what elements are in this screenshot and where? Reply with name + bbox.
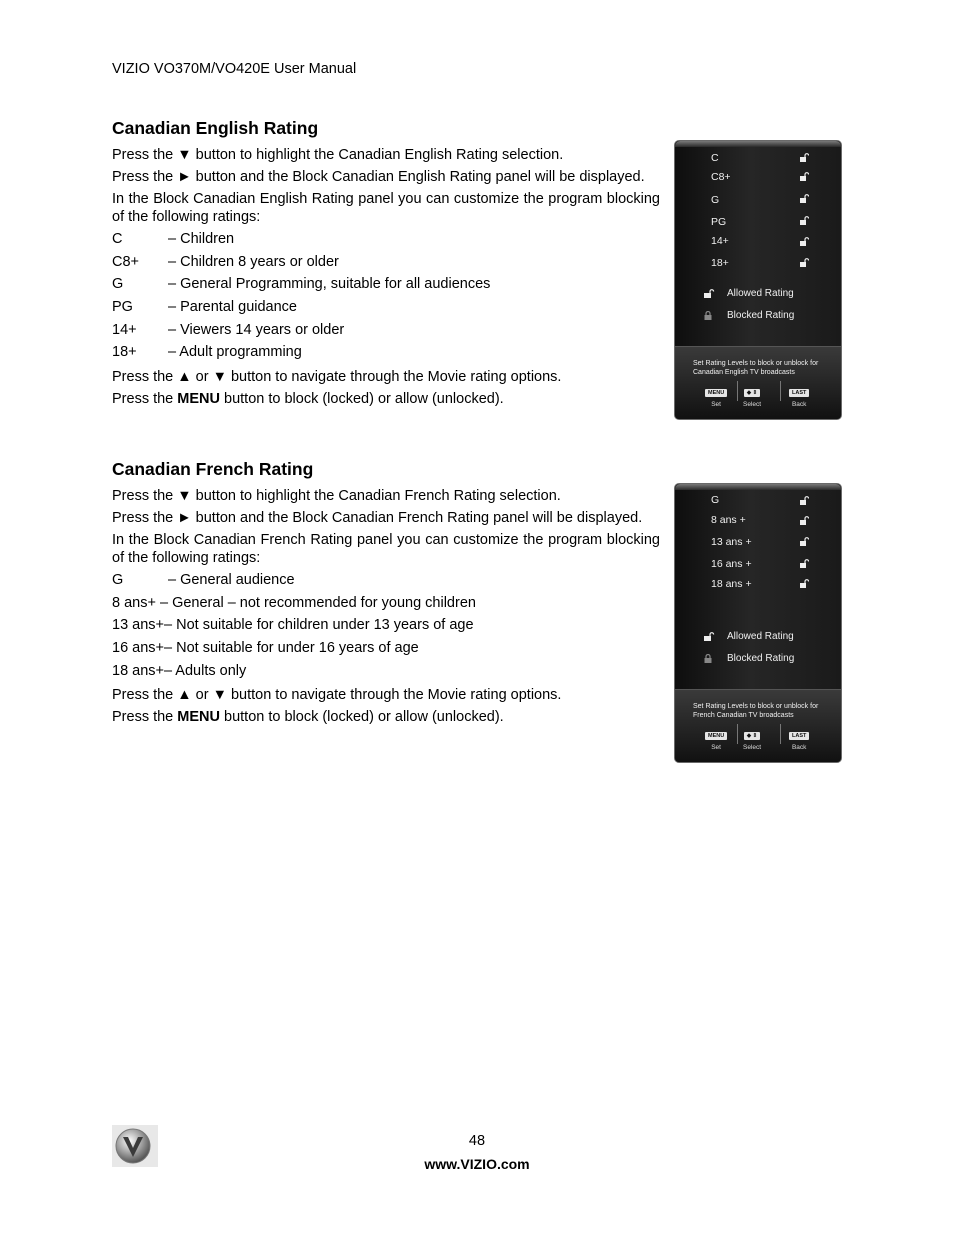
rating-code: G: [112, 276, 124, 293]
rating-row: [112, 594, 660, 617]
help-text: Set Rating Levels to block or unblock for French Canadian TV broadcasts: [693, 703, 819, 719]
unlock-icon: [703, 289, 715, 299]
panel-item[interactable]: 18 ans +: [711, 578, 752, 590]
unlock-icon: [799, 237, 809, 247]
menu-key-icon: MENU: [705, 732, 727, 740]
rating-code: 18+: [112, 344, 137, 361]
panel-footer: [675, 689, 841, 762]
text: Press the: [112, 391, 178, 408]
unlock-icon: [799, 216, 809, 226]
rating-row: [112, 298, 660, 321]
legend-label: Allowed Rating: [727, 288, 794, 299]
rating-row: [112, 253, 660, 276]
rating-code: 14+: [112, 321, 137, 338]
select-button[interactable]: [743, 732, 761, 751]
lock-icon: [703, 311, 715, 321]
panel-item[interactable]: 18+: [711, 257, 729, 269]
panel-item[interactable]: 16 ans +: [711, 558, 752, 570]
rating-row: [112, 616, 660, 639]
paragraph: Press the ▼ button to highlight the Canadian French Rating selection.: [112, 488, 561, 504]
paragraph: Press the ▼ button to highlight the Canadian English Rating selection.: [112, 147, 564, 163]
select-button[interactable]: [743, 389, 761, 408]
btn-caption: Set: [711, 401, 721, 408]
rating-desc: – General audience: [168, 572, 295, 588]
rating-row: [112, 275, 660, 298]
section-title: Canadian French Rating: [112, 459, 314, 479]
paragraph: In the Block Canadian French Rating panel you can customize the program blocking of the following ratings:: [112, 532, 660, 566]
last-key-icon: LAST: [789, 389, 809, 397]
rating-row: [112, 343, 660, 366]
page-number: 48: [468, 1133, 486, 1149]
btn-caption: Select: [743, 744, 762, 751]
unlock-icon: [799, 194, 809, 204]
legend-blocked: [703, 653, 794, 664]
footer-url[interactable]: www.VIZIO.com: [424, 1156, 530, 1172]
rating-list: [112, 571, 660, 684]
unlock-icon: [799, 258, 809, 268]
text: button to block (locked) or allow (unlocked).: [219, 709, 504, 726]
panel-item[interactable]: 13 ans +: [711, 536, 752, 548]
arrows-icon: ◆ ⇕: [744, 389, 760, 397]
unlock-icon: [799, 559, 809, 569]
text: button to block (locked) or allow (unlocked).: [219, 391, 504, 408]
english-rating-panel: [674, 140, 842, 420]
legend-label: Blocked Rating: [727, 653, 795, 664]
text: Press the: [112, 709, 178, 726]
paragraph: In the Block Canadian English Rating panel you can customize the program blocking of the following ratings:: [112, 191, 660, 225]
menu-key: MENU: [177, 709, 220, 726]
rating-list: [112, 230, 660, 366]
menu-key-icon: MENU: [705, 389, 727, 397]
unlock-icon: [799, 579, 809, 589]
set-button[interactable]: [705, 732, 727, 751]
rating-code: G: [112, 572, 124, 588]
manual-header: VIZIO VO370M/VO420E User Manual: [112, 61, 357, 77]
menu-key: MENU: [177, 391, 220, 408]
rating-code: C: [112, 231, 123, 247]
rating-desc: – Not suitable for under 16 years of age: [164, 640, 419, 657]
unlock-icon: [799, 153, 809, 163]
rating-code: 16 ans+: [112, 640, 165, 657]
legend-label: Allowed Rating: [727, 631, 794, 642]
rating-code: PG: [112, 299, 133, 316]
rating-row: [112, 662, 660, 685]
unlock-icon: [799, 172, 809, 182]
rating-row: [112, 321, 660, 344]
panel-footer: [675, 346, 841, 419]
panel-item[interactable]: C8+: [711, 171, 731, 183]
rating-desc: – Children 8 years or older: [168, 253, 339, 270]
panel-item[interactable]: 8 ans +: [711, 514, 746, 526]
legend-label: Blocked Rating: [727, 310, 795, 321]
rating-code: 8 ans+: [112, 594, 156, 611]
set-button[interactable]: [705, 389, 727, 408]
btn-caption: Back: [791, 744, 807, 751]
panel-item[interactable]: PG: [711, 216, 727, 228]
legend-allowed: [703, 631, 794, 642]
rating-desc: – General Programming, suitable for all audiences: [168, 276, 491, 293]
rating-desc: – Not suitable for children under 13 years of age: [164, 617, 474, 634]
panel-item[interactable]: G: [711, 194, 720, 206]
rating-desc: – Viewers 14 years or older: [168, 321, 345, 338]
paragraph: Press the ► button and the Block Canadian French Rating panel will be displayed.: [112, 510, 643, 526]
paragraph: Press the ► button and the Block Canadian English Rating panel will be displayed.: [112, 169, 645, 185]
legend-blocked: [703, 310, 794, 321]
french-rating-panel: [674, 483, 842, 763]
unlock-icon: [799, 496, 809, 506]
panel-item[interactable]: G: [711, 494, 720, 506]
rating-desc: – Adults only: [164, 662, 247, 679]
unlock-icon: [799, 537, 809, 547]
rating-row: [112, 230, 660, 253]
btn-caption: Back: [791, 401, 807, 408]
back-button[interactable]: [789, 732, 809, 751]
lock-icon: [703, 654, 715, 664]
menu-instruction: [112, 390, 660, 408]
rating-code: C8+: [112, 253, 140, 270]
rating-row: [112, 639, 660, 662]
section-title: Canadian English Rating: [112, 118, 319, 138]
rating-desc: – Children: [168, 231, 235, 247]
unlock-icon: [799, 516, 809, 526]
rating-desc: – General – not recommended for young children: [155, 594, 476, 611]
legend-allowed: [703, 288, 794, 299]
rating-desc: – Adult programming: [168, 344, 302, 361]
rating-row: [112, 571, 660, 594]
unlock-icon: [703, 632, 715, 642]
arrows-icon: ◆ ⇕: [744, 732, 760, 740]
nav-instruction: Press the ▲ or ▼ button to navigate through the Movie rating options.: [112, 687, 562, 704]
menu-instruction: [112, 708, 660, 726]
btn-caption: Select: [743, 401, 762, 408]
rating-desc: – Parental guidance: [168, 299, 297, 316]
help-text: Set Rating Levels to block or unblock for Canadian English TV broadcasts: [693, 360, 819, 376]
canadian-english-section: [112, 118, 660, 412]
back-button[interactable]: [789, 389, 809, 408]
canadian-french-section: [112, 459, 660, 730]
panel-item[interactable]: 14+: [711, 235, 729, 247]
panel-item[interactable]: C: [711, 152, 719, 164]
rating-code: 13 ans+: [112, 617, 165, 634]
rating-code: 18 ans+: [112, 662, 165, 679]
btn-caption: Set: [711, 744, 721, 751]
last-key-icon: LAST: [789, 732, 809, 740]
nav-instruction: Press the ▲ or ▼ button to navigate through the Movie rating options.: [112, 369, 562, 386]
